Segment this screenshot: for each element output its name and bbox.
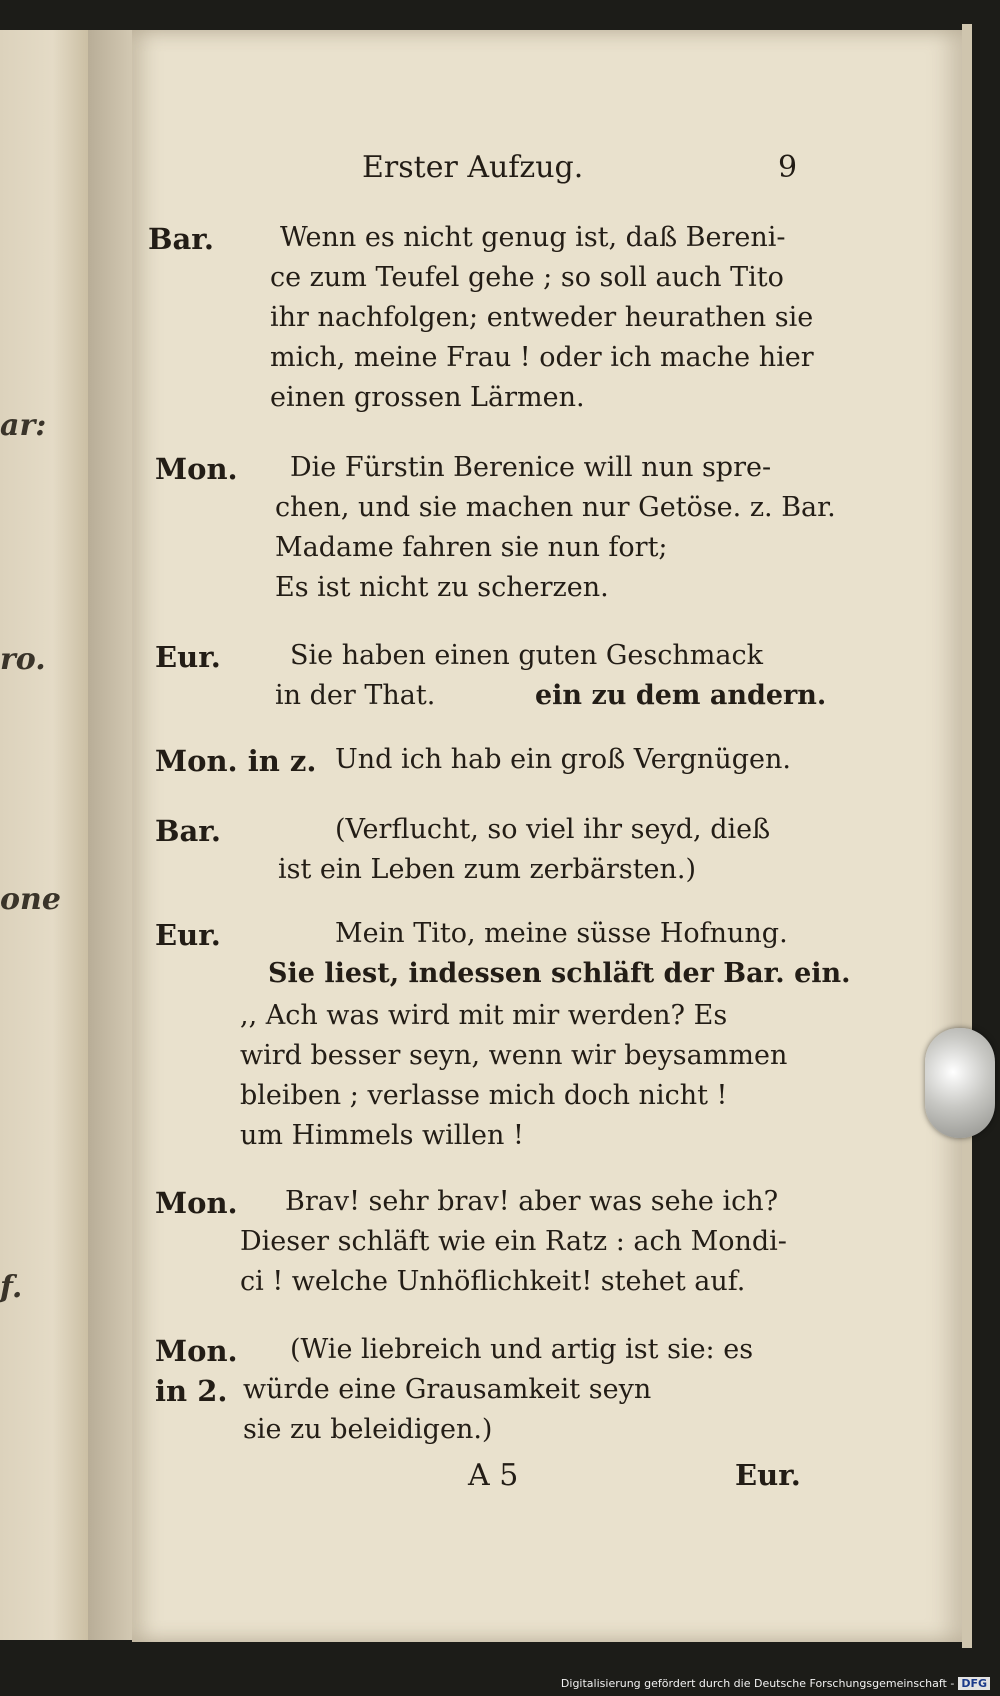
text-line: wird besser seyn, wenn wir beysammen [240, 1040, 788, 1071]
speaker-name: Mon. [155, 452, 238, 486]
dfg-logo: DFG [958, 1677, 990, 1690]
page-edge [962, 24, 972, 1648]
text-line: (Verflucht, so viel ihr seyd, dieß [335, 814, 771, 845]
text-line: ci ! welche Unhöflichkeit! stehet auf. [240, 1266, 746, 1297]
text-line: Die Fürstin Berenice will nun spre- [290, 452, 772, 483]
text-line: ,, Ach was wird mit mir werden? Es [240, 1000, 728, 1031]
text-line: ce zum Teufel gehe ; so soll auch Tito [270, 262, 784, 293]
speaker-name: Bar. [155, 814, 222, 848]
text-line: Es ist nicht zu scherzen. [275, 572, 609, 603]
text-line: chen, und sie machen nur Getöse. z. Bar. [275, 492, 836, 523]
book-gutter [88, 30, 138, 1640]
catchword: Eur. [735, 1458, 801, 1492]
text-line: Madame fahren sie nun fort; [275, 532, 668, 563]
stage-direction: ein zu dem andern. [535, 680, 827, 711]
text-line: in der That. [275, 680, 436, 711]
stage-direction: Sie liest, indessen schläft der Bar. ein. [268, 958, 851, 989]
speaker-name: Eur. [155, 918, 221, 952]
text-line: Dieser schläft wie ein Ratz : ach Mondi- [240, 1226, 787, 1257]
credit-text: Digitalisierung gefördert durch die Deutsche Forschungsgemeinschaft - [560, 1677, 955, 1690]
signature-mark: A 5 [468, 1458, 519, 1493]
left-page-fragment: one [0, 882, 61, 917]
speaker-name: Bar. [148, 222, 215, 256]
speaker-name: Mon. in z. [155, 744, 317, 778]
text-line: ihr nachfolgen; entweder heurathen sie [270, 302, 814, 333]
text-line: würde eine Grausamkeit seyn [243, 1374, 652, 1405]
text-line: Und ich hab ein groß Vergnügen. [335, 744, 791, 775]
speaker-name: Eur. [155, 640, 221, 674]
speaker-direction: in 2. [155, 1374, 228, 1408]
page-number: 9 [778, 150, 798, 185]
text-line: mich, meine Frau ! oder ich mache hier [270, 342, 814, 373]
speaker-name: Mon. [155, 1186, 238, 1220]
text-line: einen grossen Lärmen. [270, 382, 585, 413]
text-line: Brav! sehr brav! aber was sehe ich? [285, 1186, 779, 1217]
text-line: um Himmels willen ! [240, 1120, 524, 1151]
left-page-fragment: ro. [0, 642, 46, 677]
text-line: (Wie liebreich und artig ist sie: es [290, 1334, 754, 1365]
left-page-fragment: ar: [0, 408, 47, 443]
text-line: ist ein Leben zum zerbärsten.) [278, 854, 697, 885]
running-head: Erster Aufzug. [362, 150, 584, 185]
page-clip [925, 1028, 995, 1138]
digitization-credit [561, 1677, 990, 1690]
left-page-edge [0, 30, 88, 1640]
text-line: Mein Tito, meine süsse Hofnung. [335, 918, 788, 949]
text-line: bleiben ; verlasse mich doch nicht ! [240, 1080, 728, 1111]
text-line: sie zu beleidigen.) [243, 1414, 493, 1445]
text-line: Sie haben einen guten Geschmack [290, 640, 763, 671]
speaker-name: Mon. [155, 1334, 238, 1368]
text-line: Wenn es nicht genug ist, daß Bereni- [280, 222, 786, 253]
left-page-fragment: f. [0, 1270, 23, 1305]
